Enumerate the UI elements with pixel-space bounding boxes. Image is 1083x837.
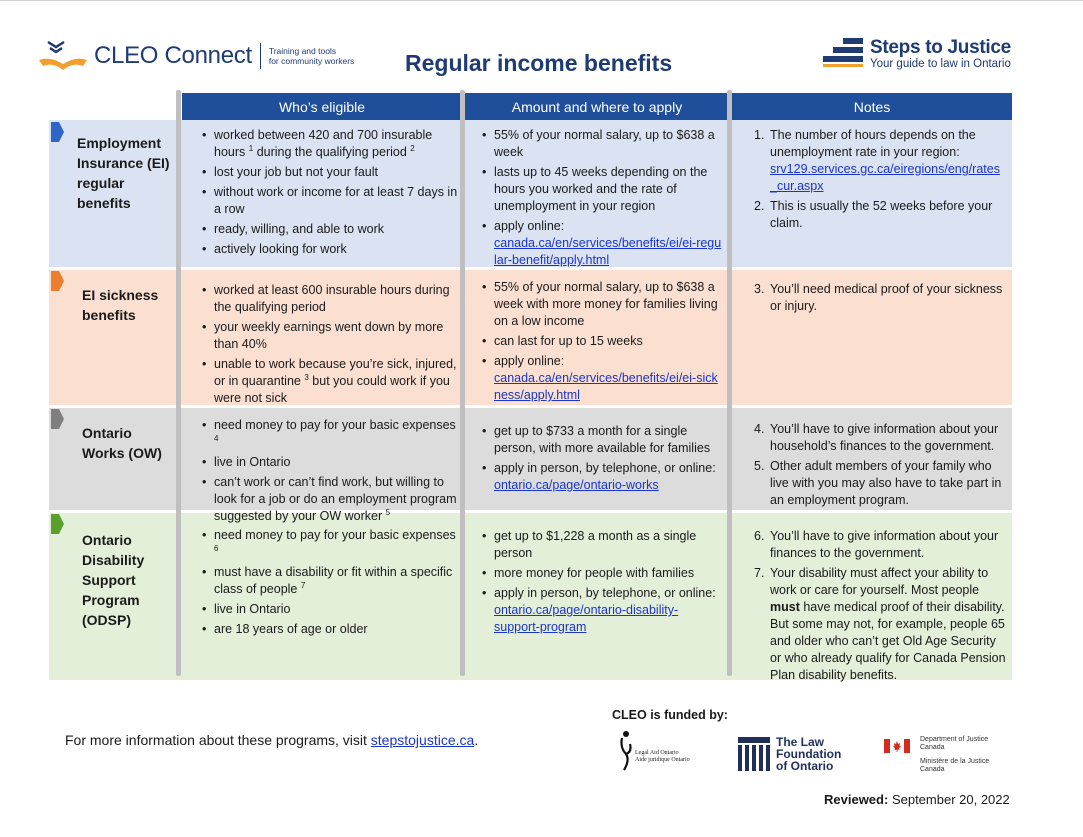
cell-amount-ei-regular <box>482 127 722 272</box>
funded-by-label: CLEO is funded by: <box>612 708 728 722</box>
top-border <box>0 0 1083 1</box>
cleo-connect-logo[interactable] <box>38 36 369 76</box>
list-item: • 55% of your normal salary, up to $638 a week <box>482 127 722 161</box>
list-item: • must have a disability or fit within a specific class of people $^7$ <box>202 564 462 598</box>
list-item: • more money for people with families <box>482 565 722 582</box>
col-header-eligible: Who’s eligible <box>182 93 462 120</box>
list-item: • get up to $733 a month for a single person, with more available for families <box>482 423 722 457</box>
col-header-amount: Amount and where to apply <box>465 93 729 120</box>
list-item: • need money to pay for your basic expenses $^6$ <box>202 527 462 561</box>
row-label-ei-regular: Employment Insurance (EI) regular benefits <box>77 135 170 211</box>
note-item: 5. Other adult members of your family who live with you may also have to take part in an employment program. <box>754 458 1008 509</box>
row-label-odsp: Ontario Disability Support Program (ODSP) <box>82 532 145 628</box>
more-info-text: For more information about these programs, visit stepstojustice.ca. <box>65 732 479 748</box>
note-item: 7. Your disability must affect your ability to work or care for yourself. Most people must have medical proof of their disability. But some may not, for example, people 65 and older who can’t get Old Age Security or who already qualify for Canada Pension Plan disability benefits. <box>754 565 1010 684</box>
list-item: • apply in person, by telephone, or online: ontario.ca/page/ontario-disability-support-program <box>482 585 722 636</box>
cell-notes-ow <box>754 421 1008 512</box>
list-item: • apply online: canada.ca/en/services/benefits/ei/ei-sickness/apply.html <box>482 353 722 404</box>
list-item: • worked between 420 and 700 insurable hours $^1$ during the qualifying period $^2$ <box>202 127 458 161</box>
list-item: • lasts up to 45 weeks depending on the hours you worked and the rate of unemployment in your region <box>482 164 722 215</box>
list-item: • are 18 years of age or older <box>202 621 462 638</box>
note-item: 1. The number of hours depends on the unemployment rate in your region: srv129.services.gc.ca/eiregions/eng/rates_cur.aspx <box>754 127 1006 195</box>
apply-link[interactable]: canada.ca/en/services/benefits/ei/ei-regular-benefit/apply.html <box>494 236 722 267</box>
col-header-notes: Notes <box>732 93 1012 120</box>
list-item: • apply in person, by telephone, or online: ontario.ca/page/ontario-works <box>482 460 722 494</box>
row-marker-icon <box>51 271 65 291</box>
apply-link[interactable]: ontario.ca/page/ontario-disability-support-program <box>494 603 679 634</box>
list-item: • can last for up to 15 weeks <box>482 333 722 350</box>
cell-eligible-ow <box>202 417 460 528</box>
cell-amount-ow <box>482 423 722 497</box>
list-item: • can’t work or can’t find work, but willing to look for a job or do an employment program suggested by your OW worker $^5$ <box>202 474 460 525</box>
region-rates-link[interactable]: srv129.services.gc.ca/eiregions/eng/rates_cur.aspx <box>770 162 1000 193</box>
lao-name-fr: Aide juridique Ontario <box>635 757 690 763</box>
page-title: Regular income benefits <box>405 50 673 76</box>
cell-amount-odsp <box>482 528 722 639</box>
reviewed-date: Reviewed: September 20, 2022 <box>824 792 1010 807</box>
list-item: • ready, willing, and able to work <box>202 221 458 238</box>
stj-tagline: Your guide to law in Ontario <box>870 58 1011 70</box>
list-item: • actively looking for work <box>202 241 458 258</box>
list-item: • 55% of your normal salary, up to $638 a week with more money for families living on a low income <box>482 279 722 330</box>
stepstojustice-link[interactable]: stepstojustice.ca <box>370 732 475 748</box>
law-foundation-icon <box>738 737 770 771</box>
cell-eligible-ei-sickness <box>202 282 462 410</box>
law-foundation-logo: The Law Foundation of Ontario <box>738 736 841 772</box>
list-item: • get up to $1,228 a month as a single person <box>482 528 722 562</box>
brand-divider <box>260 43 261 69</box>
cleo-book-icon <box>38 36 88 76</box>
list-item: • live in Ontario <box>202 601 462 618</box>
stj-name: Steps to Justice <box>870 37 1011 58</box>
list-item: • without work or income for at least 7 days in a row <box>202 184 458 218</box>
list-item: • need money to pay for your basic expenses $^4$ <box>202 417 460 451</box>
department-of-justice-logo: Department of Justice Canada Ministère de la Justice Canada <box>884 736 989 774</box>
cell-notes-ei-regular <box>754 127 1006 235</box>
cell-notes-ei-sickness <box>754 281 1006 318</box>
column-divider <box>460 90 465 676</box>
brand-tagline: Training and tools for community workers <box>268 46 355 66</box>
row-marker-icon <box>51 122 65 142</box>
list-item: • lost your job but not your fault <box>202 164 458 181</box>
cell-amount-ei-sickness <box>482 279 722 407</box>
canada-flag-icon <box>884 739 910 753</box>
list-item: • apply online: canada.ca/en/services/benefits/ei/ei-regular-benefit/apply.html <box>482 218 722 269</box>
note-item: 3. You’ll need medical proof of your sickness or injury. <box>754 281 1006 315</box>
steps-icon <box>823 36 865 70</box>
cell-eligible-odsp <box>202 527 462 641</box>
lao-name: Legal Aid Ontario <box>635 750 679 756</box>
note-item: 6. You’ll have to give information about your finances to the government. <box>754 528 1010 562</box>
apply-link[interactable]: ontario.ca/page/ontario-works <box>494 478 659 492</box>
list-item: • live in Ontario <box>202 454 460 471</box>
apply-link[interactable]: canada.ca/en/services/benefits/ei/ei-sickness/apply.html <box>494 371 718 402</box>
row-label-ow: Ontario Works (OW) <box>82 425 162 461</box>
column-divider <box>176 90 181 676</box>
row-marker-icon <box>51 514 65 534</box>
legal-aid-ontario-logo <box>618 730 698 774</box>
list-item: • worked at least 600 insurable hours during the qualifying period <box>202 282 462 316</box>
brand-name: CLEO Connect <box>94 42 252 69</box>
list-item: • unable to work because you’re sick, injured, or in quarantine $^3$ but you could work if you were not sick <box>202 356 462 407</box>
steps-to-justice-logo[interactable] <box>823 36 1011 75</box>
cell-notes-odsp <box>754 528 1010 687</box>
cell-eligible-ei-regular <box>202 127 458 261</box>
row-label-ei-sickness: EI sickness benefits <box>82 287 159 323</box>
note-item: 2. This is usually the 52 weeks before your claim. <box>754 198 1006 232</box>
list-item: • your weekly earnings went down by more than 40% <box>202 319 462 353</box>
note-item: 4. You’ll have to give information about your household’s finances to the government. <box>754 421 1008 455</box>
column-divider <box>727 90 732 676</box>
row-marker-icon <box>51 409 65 429</box>
